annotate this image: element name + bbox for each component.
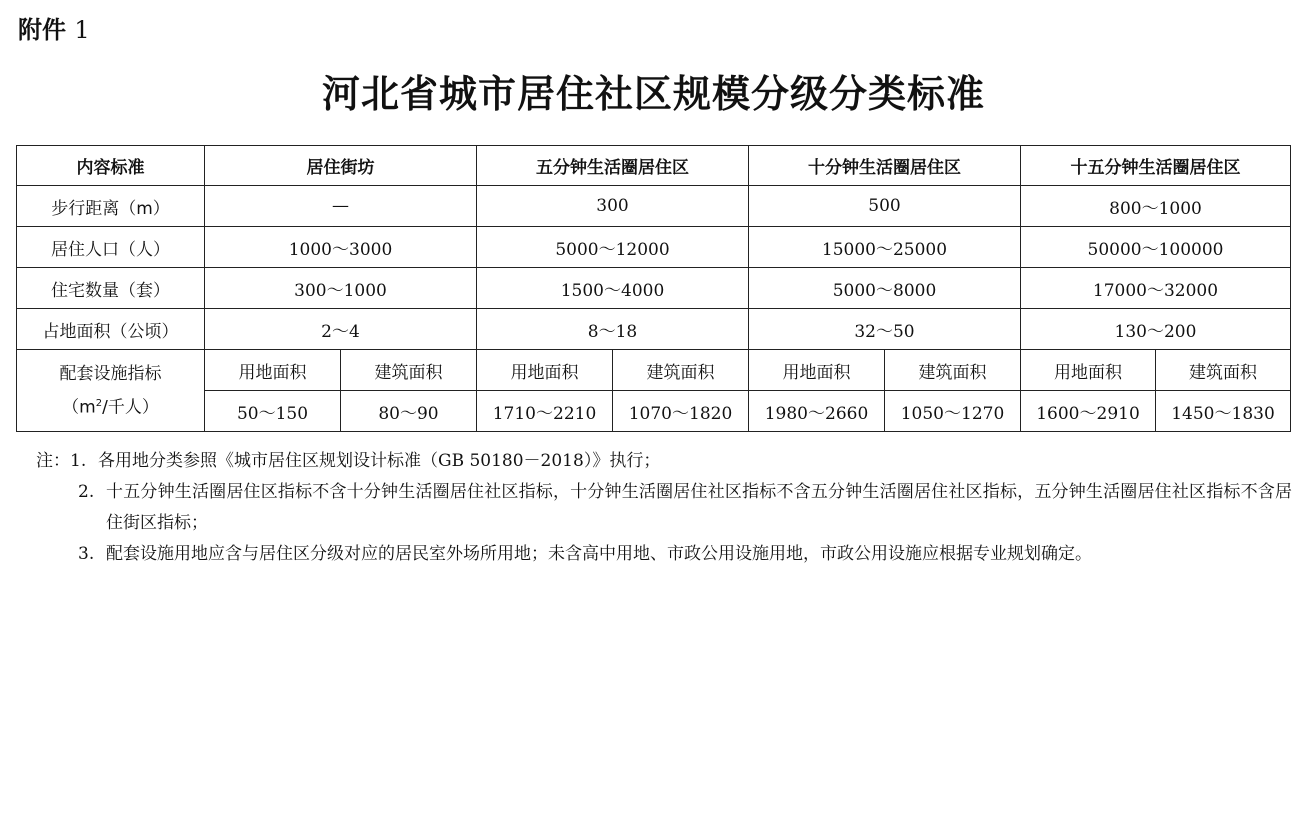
note-text: 各用地分类参照《城市居住区规划设计标准（GB 50180－2018）》执行； xyxy=(98,451,661,471)
notes-section xyxy=(36,446,1292,570)
subheader-cell: 用地面积 xyxy=(477,350,613,391)
table-row-facility-values xyxy=(17,391,1291,432)
row-label: 占地面积（公顷） xyxy=(17,309,205,350)
table-cell: 1500～4000 xyxy=(477,268,749,309)
header-cell-content-standard: 内容标准 xyxy=(17,146,205,186)
header-cell-10min: 十分钟生活圈居住区 xyxy=(749,146,1021,186)
table-cell: 1710～2210 xyxy=(477,391,613,432)
table-row-facility-subheaders xyxy=(17,350,1291,391)
subheader-cell: 建筑面积 xyxy=(1156,350,1291,391)
attachment-label-text: 附件 xyxy=(18,16,66,44)
table-row-land-area xyxy=(17,309,1291,350)
header-cell-block: 居住街坊 xyxy=(205,146,477,186)
facility-unit-prefix: （m xyxy=(62,397,96,418)
table-cell: 500 xyxy=(749,186,1021,227)
table-cell: 5000～12000 xyxy=(477,227,749,268)
table-cell: — xyxy=(205,186,477,227)
table-cell: 1980～2660 xyxy=(749,391,885,432)
note-item-2 xyxy=(36,477,1292,539)
table-cell: 50000～100000 xyxy=(1021,227,1291,268)
table-cell: 300～1000 xyxy=(205,268,477,309)
table-cell: 1600～2910 xyxy=(1021,391,1156,432)
table-row-housing-units xyxy=(17,268,1291,309)
subheader-cell: 用地面积 xyxy=(205,350,341,391)
subheader-cell: 建筑面积 xyxy=(885,350,1021,391)
table-row-walking-distance xyxy=(17,186,1291,227)
subheader-cell: 用地面积 xyxy=(1021,350,1156,391)
row-label: 居住人口（人） xyxy=(17,227,205,268)
table-cell: 2～4 xyxy=(205,309,477,350)
note-number: 2. xyxy=(78,482,95,502)
header-cell-5min: 五分钟生活圈居住区 xyxy=(477,146,749,186)
table-cell: 32～50 xyxy=(749,309,1021,350)
document-title: 河北省城市居住社区规模分级分类标准 xyxy=(321,72,985,116)
row-label: 住宅数量（套） xyxy=(17,268,205,309)
attachment-label xyxy=(18,14,90,46)
note-number: 1. xyxy=(70,451,87,471)
note-number: 3. xyxy=(78,544,95,564)
table-cell: 800～1000 xyxy=(1021,186,1291,227)
note-item-1 xyxy=(36,446,1292,477)
table-header-row xyxy=(17,146,1291,186)
table-cell: 1050～1270 xyxy=(885,391,1021,432)
note-text: 配套设施用地应含与居住区分级对应的居民室外场所用地；未含高中用地、市政公用设施用地，市政公用设施应根据专业规划确定。 xyxy=(106,544,1092,564)
table-cell: 300 xyxy=(477,186,749,227)
table-cell: 50～150 xyxy=(205,391,341,432)
attachment-number: 1 xyxy=(74,16,90,44)
note-text: 十五分钟生活圈居住区指标不含十分钟生活圈居住社区指标，十分钟生活圈居住社区指标不含五分钟生活圈居住社区指标，五分钟生活圈居住社区指标不含居住街区指标； xyxy=(106,482,1292,533)
table-cell: 17000～32000 xyxy=(1021,268,1291,309)
header-cell-15min: 十五分钟生活圈居住区 xyxy=(1021,146,1291,186)
table-cell: 15000～25000 xyxy=(749,227,1021,268)
table-cell: 80～90 xyxy=(341,391,477,432)
table-cell: 130～200 xyxy=(1021,309,1291,350)
note-item-3 xyxy=(36,539,1292,570)
table-cell: 8～18 xyxy=(477,309,749,350)
notes-prefix: 注： xyxy=(36,451,70,471)
table-cell: 1450～1830 xyxy=(1156,391,1291,432)
facility-unit-suffix: /千人） xyxy=(102,397,159,418)
facility-row-label xyxy=(17,350,205,432)
facility-label-line2 xyxy=(17,389,204,423)
row-label: 步行距离（m） xyxy=(17,186,205,227)
facility-label-line1: 配套设施指标 xyxy=(59,363,162,384)
subheader-cell: 建筑面积 xyxy=(613,350,749,391)
subheader-cell: 建筑面积 xyxy=(341,350,477,391)
table-cell: 1070～1820 xyxy=(613,391,749,432)
subheader-cell: 用地面积 xyxy=(749,350,885,391)
standards-table xyxy=(16,145,1291,432)
table-row-population xyxy=(17,227,1291,268)
facility-unit-sup: 2 xyxy=(95,397,103,409)
table-cell: 1000～3000 xyxy=(205,227,477,268)
table-cell: 5000～8000 xyxy=(749,268,1021,309)
